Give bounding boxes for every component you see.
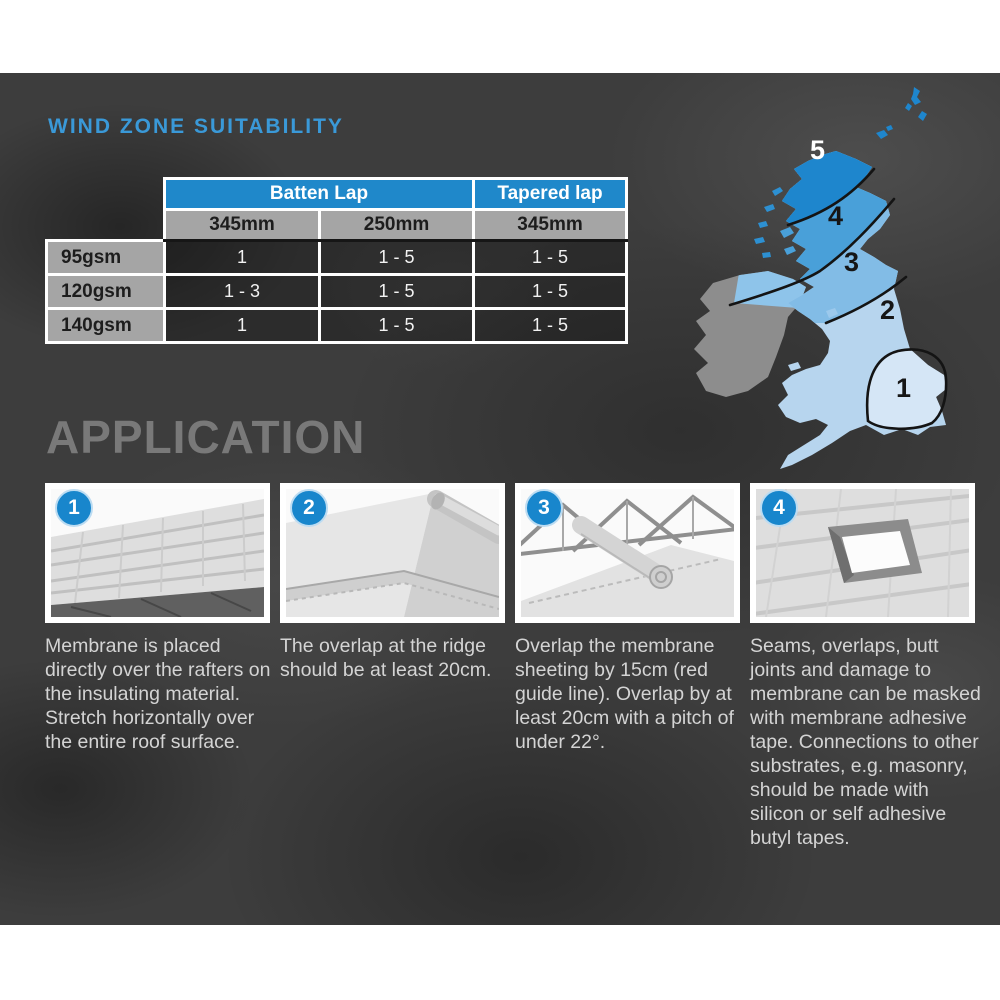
great-britain-landmass	[724, 73, 950, 469]
table-group-header-row	[47, 179, 627, 210]
step-number-badge: 3	[525, 489, 563, 527]
table-value-cell: 1	[165, 241, 320, 275]
application-step-4-photo	[750, 483, 975, 623]
table-row-label: 95gsm	[47, 241, 165, 275]
step-3-description: Overlap the membrane sheeting by 15cm (red guide line). Overlap by at least 20cm with a pitch of under 22°.	[515, 635, 734, 753]
table-row-label: 140gsm	[47, 309, 165, 343]
uk-wind-zone-map	[688, 73, 1000, 473]
wind-zone-table	[45, 177, 628, 344]
application-heading: APPLICATION	[46, 411, 366, 463]
zone-label-1: 1	[896, 373, 912, 403]
step-number-badge: 2	[290, 489, 328, 527]
table-value-cell: 1 - 5	[320, 275, 474, 309]
step-4-description: Seams, overlaps, butt joints and damage to membrane can be masked with membrane adhesive tape. Connections to other substrates, e.g. masonry, should be made with silicon or self adhesive butyl tapes.	[750, 635, 981, 849]
wind-zone-heading: WIND ZONE SUITABILITY	[48, 115, 344, 138]
step-number-badge: 4	[760, 489, 798, 527]
uk-wind-zone-map-svg	[688, 73, 1000, 473]
table-corner-spacer	[47, 210, 165, 241]
table-row	[47, 309, 627, 343]
table-value-cell: 1 - 5	[474, 309, 627, 343]
table-group-header-tapered-lap: Tapered lap	[474, 179, 627, 210]
zone-label-3: 3	[844, 247, 860, 277]
table-corner-spacer	[47, 179, 165, 210]
table-value-cell: 1	[165, 309, 320, 343]
zone-label-2: 2	[880, 295, 896, 325]
application-step-1-photo	[45, 483, 270, 623]
table-value-cell: 1 - 5	[474, 275, 627, 309]
table-subheader-cell: 250mm	[320, 210, 474, 241]
table-value-cell: 1 - 5	[474, 241, 627, 275]
zone-label-5: 5	[810, 135, 826, 165]
table-subheader-cell: 345mm	[474, 210, 627, 241]
step-number-badge: 1	[55, 489, 93, 527]
textured-background	[0, 73, 1000, 925]
application-step-2-photo	[280, 483, 505, 623]
table-value-cell: 1 - 5	[320, 309, 474, 343]
table-row-label: 120gsm	[47, 275, 165, 309]
table-subheader-cell: 345mm	[165, 210, 320, 241]
table-value-cell: 1 - 3	[165, 275, 320, 309]
step-1-description: Membrane is placed directly over the rafters on the insulating material. Stretch horizontally over the entire roof surface.	[45, 635, 271, 753]
table-subheader-row	[47, 210, 627, 241]
table-row	[47, 241, 627, 275]
step-2-description: The overlap at the ridge should be at least 20cm.	[280, 635, 492, 681]
table-group-header-batten-lap: Batten Lap	[165, 179, 474, 210]
table-value-cell: 1 - 5	[320, 241, 474, 275]
zone-label-4: 4	[828, 201, 844, 231]
application-step-3-photo	[515, 483, 740, 623]
table-row	[47, 275, 627, 309]
